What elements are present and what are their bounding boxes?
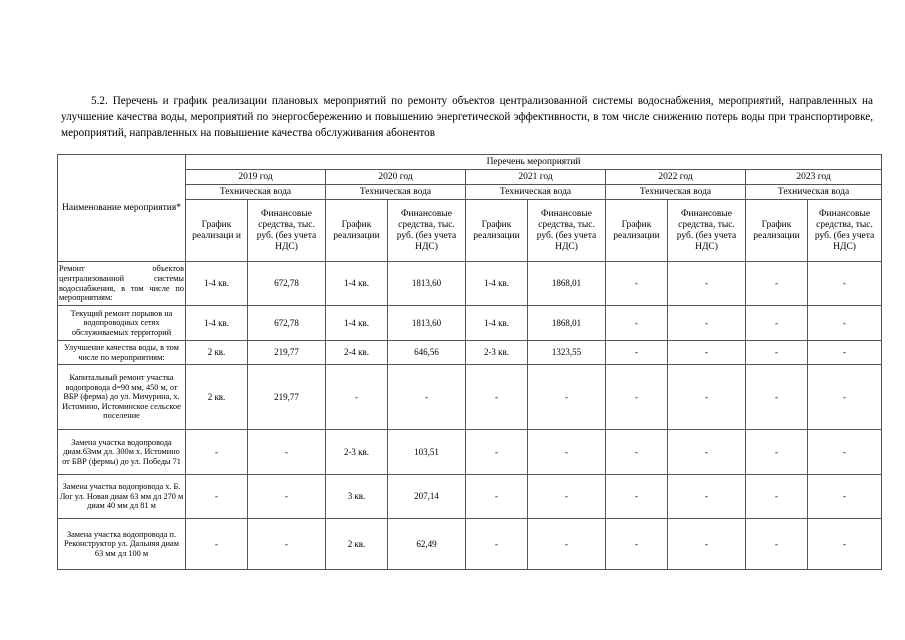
row-name: Замена участка водопровода диам.63мм дл. 300м х. Истомино от БВР (фермы) до ул. Победы 71 xyxy=(58,430,186,475)
table-cell: 1-4 кв. xyxy=(186,306,248,341)
table-cell: - xyxy=(528,475,606,519)
row-name: Капитальный ремонт участка водопровода d=90 мм, 450 м, от ВБР (ферма) до ул. Мичурина, х. Истомино, Истоминское сельское поселение xyxy=(58,365,186,430)
table-cell: - xyxy=(668,475,746,519)
year-header: 2020 год xyxy=(326,170,466,185)
water-type-header: Техническая вода xyxy=(466,185,606,200)
table-cell: - xyxy=(808,365,882,430)
table-row xyxy=(58,365,882,430)
table-cell: 2 кв. xyxy=(326,519,388,570)
table-cell: 62,49 xyxy=(388,519,466,570)
table-cell: - xyxy=(466,430,528,475)
table-cell: 1-4 кв. xyxy=(466,306,528,341)
table-cell: - xyxy=(808,341,882,365)
table-cell: - xyxy=(808,430,882,475)
table-cell: - xyxy=(186,430,248,475)
table-cell: 2-3 кв. xyxy=(466,341,528,365)
row-name: Ремонт объектов централизованной системы водоснабжения, в том числе по мероприятиям: xyxy=(58,262,186,306)
table-cell: - xyxy=(606,262,668,306)
table-cell: - xyxy=(606,341,668,365)
finance-header: Финансовые средства, тыс. руб. (без учета НДС) xyxy=(248,200,326,262)
table-cell: 1-4 кв. xyxy=(326,262,388,306)
activities-table xyxy=(57,154,882,570)
year-header: 2023 год xyxy=(746,170,882,185)
table-cell: 219,77 xyxy=(248,341,326,365)
table-cell: 1323,55 xyxy=(528,341,606,365)
finance-header: Финансовые средства, тыс. руб. (без учета НДС) xyxy=(528,200,606,262)
table-cell: - xyxy=(248,519,326,570)
table-cell: - xyxy=(186,519,248,570)
table-cell: - xyxy=(746,262,808,306)
table-cell: - xyxy=(388,365,466,430)
table-cell: - xyxy=(186,475,248,519)
table-cell: - xyxy=(668,519,746,570)
year-header: 2022 год xyxy=(606,170,746,185)
table-cell: - xyxy=(668,341,746,365)
table-cell: 1-4 кв. xyxy=(466,262,528,306)
finance-header: Финансовые средства, тыс. руб. (без учета НДС) xyxy=(668,200,746,262)
table-cell: 672,78 xyxy=(248,306,326,341)
finance-header: Финансовые средства, тыс. руб. (без учета НДС) xyxy=(808,200,882,262)
table-row xyxy=(58,519,882,570)
table-cell: 1813,60 xyxy=(388,262,466,306)
row-name: Замена участка водопровода х. Б. Лог ул. Новая диам 63 мм дл 270 м диам 40 мм дл 81 м xyxy=(58,475,186,519)
table-cell: - xyxy=(528,365,606,430)
table-cell: - xyxy=(528,519,606,570)
table-cell: 207,14 xyxy=(388,475,466,519)
table-cell: - xyxy=(606,430,668,475)
table-cell: - xyxy=(668,306,746,341)
table-cell: 2 кв. xyxy=(186,365,248,430)
table-cell: - xyxy=(466,365,528,430)
table-cell: - xyxy=(808,519,882,570)
water-type-header: Техническая вода xyxy=(746,185,882,200)
row-name: Текущий ремонт порывов на водопроводных сетях обслуживаемых территорий xyxy=(58,306,186,341)
table-row xyxy=(58,430,882,475)
water-type-header: Техническая вода xyxy=(326,185,466,200)
table-cell: 3 кв. xyxy=(326,475,388,519)
table-cell: 672,78 xyxy=(248,262,326,306)
row-name: Замена участка водопровода п. Реконструктор ул. Дальняя диам 63 мм дл 100 м xyxy=(58,519,186,570)
table-cell: - xyxy=(606,519,668,570)
table-cell: - xyxy=(746,341,808,365)
intro-paragraph: 5.2. Перечень и график реализации плановых мероприятий по ремонту объектов централизованной системы водоснабжения, мероприятий, направленных на улучшение качества воды, мероприятий по энергосбережению и повышению энергетической эффективности, в том числе снижению потерь воды при транспортировке, мероприятий, направленных на повышение качества обслуживания абонентов xyxy=(61,95,873,139)
table-cell: 2-3 кв. xyxy=(326,430,388,475)
table-row xyxy=(58,262,882,306)
table-cell: - xyxy=(668,430,746,475)
year-header: 2019 год xyxy=(186,170,326,185)
list-header: Перечень мероприятий xyxy=(186,155,882,170)
table-cell: - xyxy=(668,365,746,430)
table-cell: - xyxy=(746,306,808,341)
table-cell: - xyxy=(668,262,746,306)
table-cell: - xyxy=(248,475,326,519)
table-cell: 103,51 xyxy=(388,430,466,475)
table-cell: 1813,60 xyxy=(388,306,466,341)
table-cell: - xyxy=(528,430,606,475)
table-cell: 219,77 xyxy=(248,365,326,430)
schedule-header: График реализации xyxy=(606,200,668,262)
year-header: 2021 год xyxy=(466,170,606,185)
table-cell: 2-4 кв. xyxy=(326,341,388,365)
table-cell: - xyxy=(746,430,808,475)
table-row xyxy=(58,306,882,341)
table-cell: - xyxy=(606,306,668,341)
table-cell: - xyxy=(248,430,326,475)
water-type-header: Техническая вода xyxy=(186,185,326,200)
finance-header: Финансовые средства, тыс. руб. (без учета НДС) xyxy=(388,200,466,262)
table-cell: 1-4 кв. xyxy=(186,262,248,306)
table-row xyxy=(58,475,882,519)
table-cell: 646,56 xyxy=(388,341,466,365)
table-cell: - xyxy=(326,365,388,430)
table-cell: - xyxy=(746,365,808,430)
table-row xyxy=(58,341,882,365)
schedule-header: График реализации xyxy=(326,200,388,262)
table-cell: - xyxy=(466,475,528,519)
table-cell: - xyxy=(746,475,808,519)
schedule-header: График реализации xyxy=(746,200,808,262)
table-cell: - xyxy=(808,306,882,341)
table-cell: - xyxy=(606,365,668,430)
table-cell: - xyxy=(746,519,808,570)
table-cell: 1-4 кв. xyxy=(326,306,388,341)
table-cell: - xyxy=(466,519,528,570)
schedule-header: График реализации xyxy=(466,200,528,262)
water-type-header: Техническая вода xyxy=(606,185,746,200)
table-cell: - xyxy=(808,262,882,306)
name-column-header: Наименование мероприятия* xyxy=(58,155,186,262)
table-cell: 1868,01 xyxy=(528,306,606,341)
schedule-header: График реализаци и xyxy=(186,200,248,262)
table-cell: - xyxy=(606,475,668,519)
table-cell: 1868,01 xyxy=(528,262,606,306)
table-cell: 2 кв. xyxy=(186,341,248,365)
row-name: Улучшение качества воды, в том числе по мероприятиям: xyxy=(58,341,186,365)
table-cell: - xyxy=(808,475,882,519)
